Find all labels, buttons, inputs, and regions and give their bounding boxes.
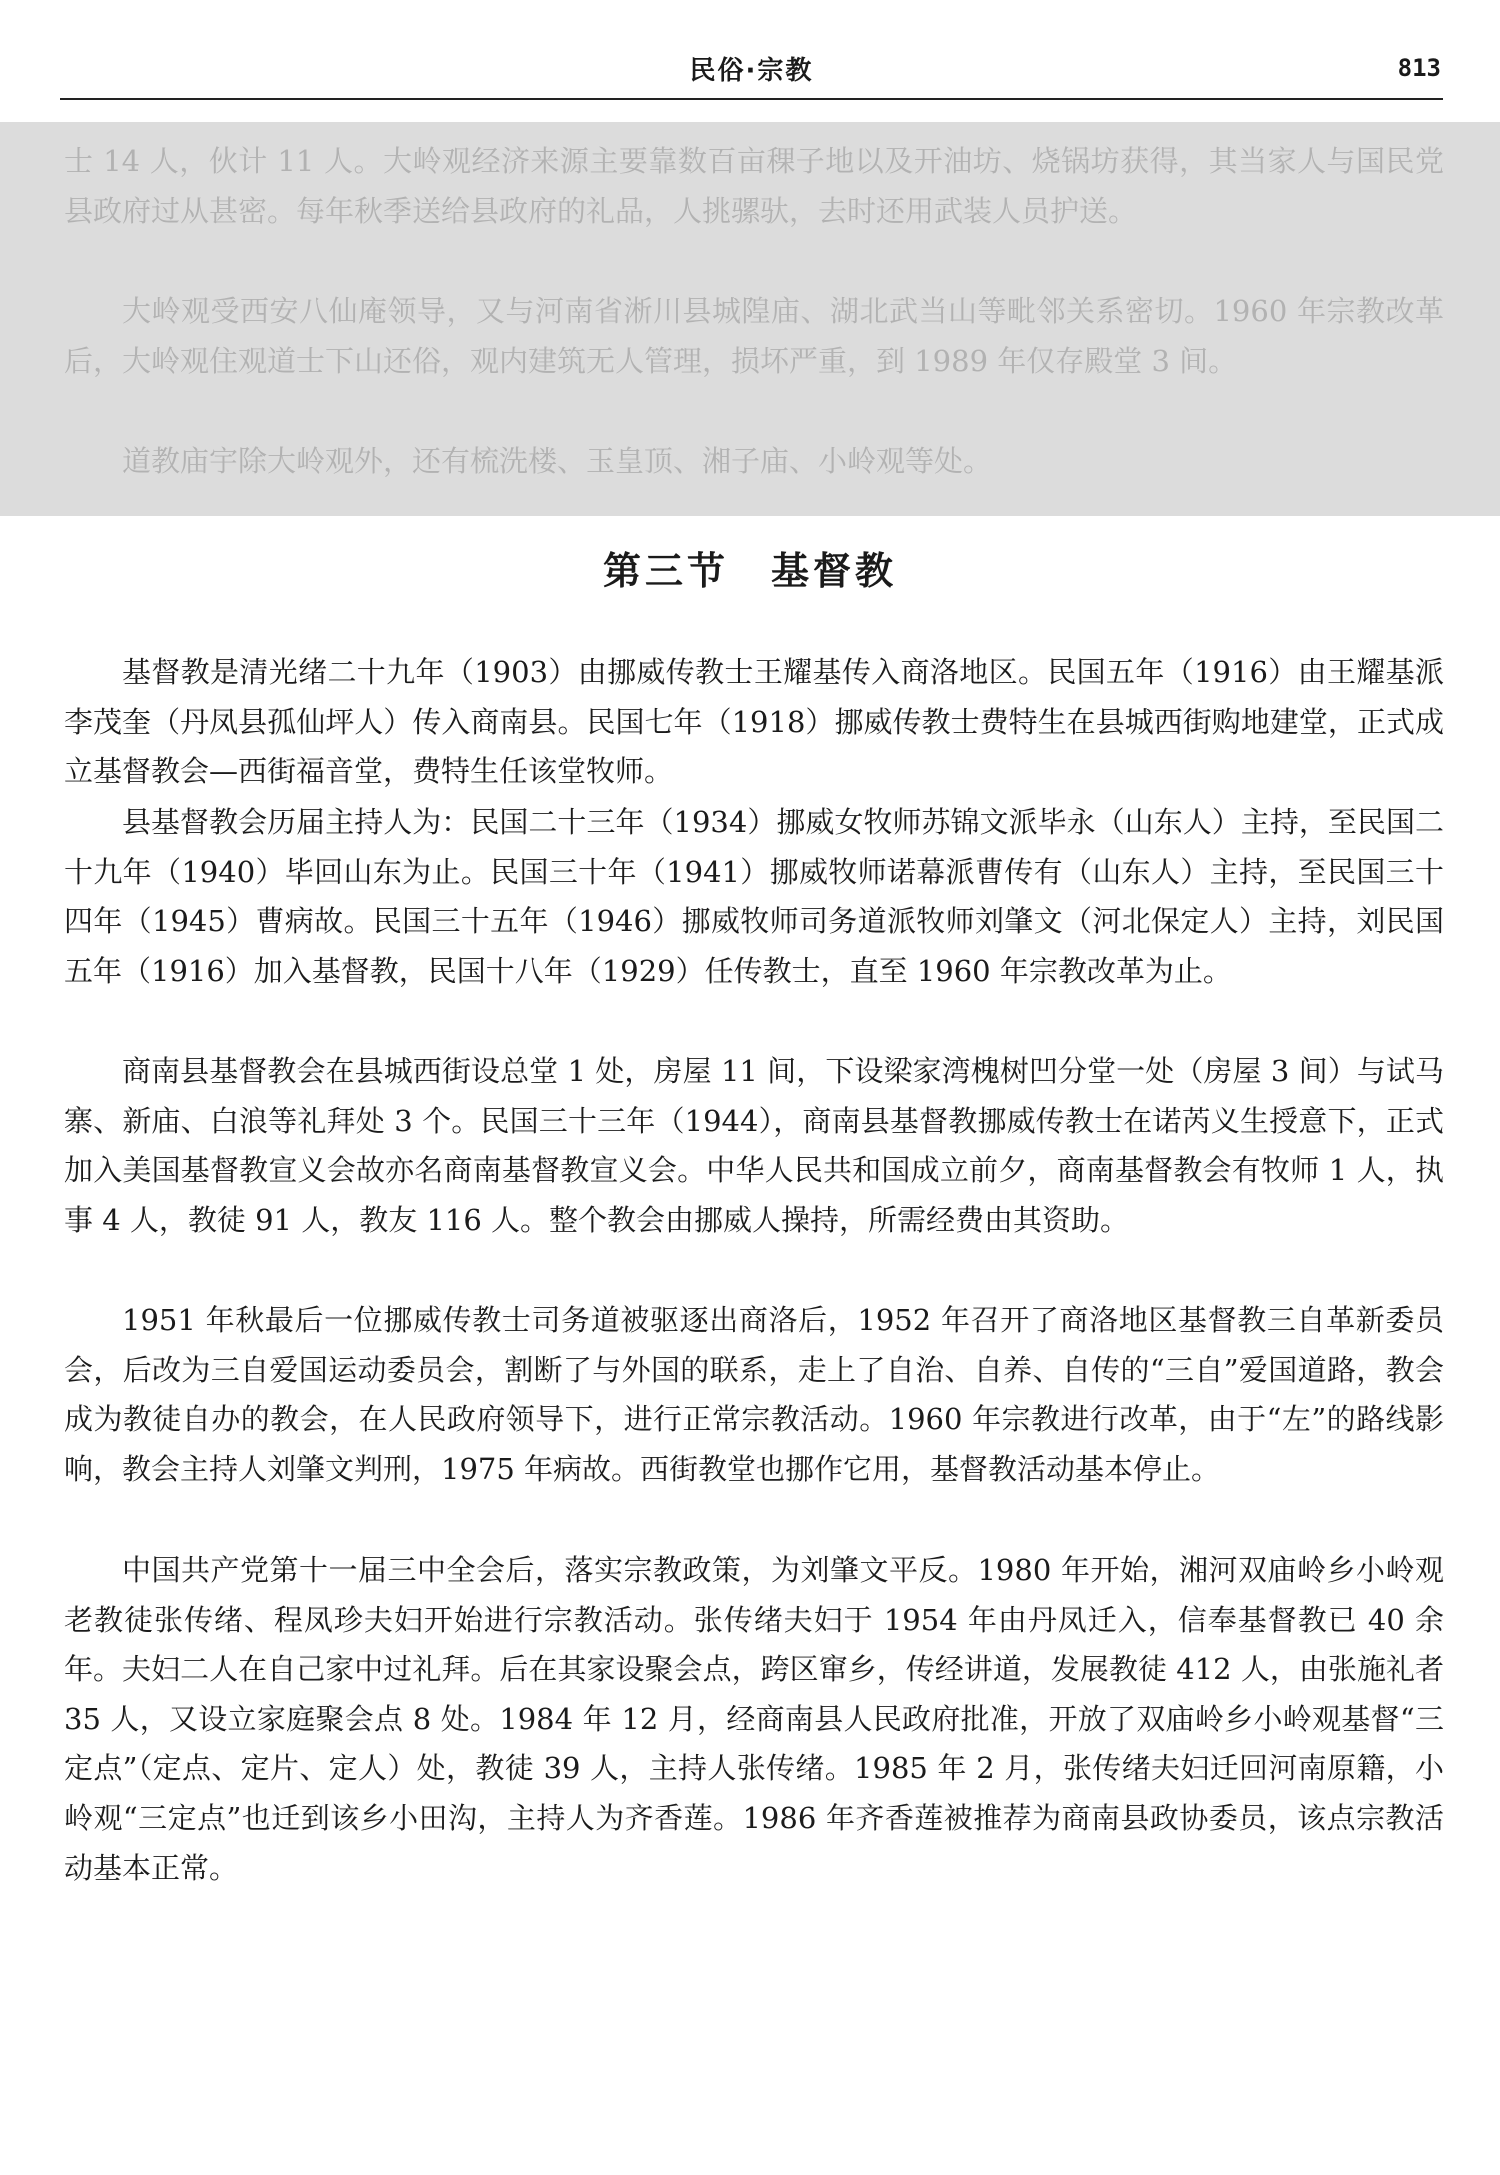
page-header [60, 38, 1443, 100]
body-paragraph: 中国共产党第十一届三中全会后，落实宗教政策，为刘肇文平反。1980 年开始，湘河双庙岭乡小岭观老教徒张传绪、程凤珍夫妇开始进行宗教活动。张传绪夫妇于 1954 年由丹凤迁入，信奉基督教已 40 余年。夫妇二人在自己家中过礼拜。后在其家设聚会点，跨区窜乡，传经讲道，发展教徒 412 人，由张施礼者 35 人，又设立家庭聚会点 8 处。1984 年 12 月，经商南县人民政府批准，开放了双庙岭乡小岭观基督“三定点”（定点、定片、定人）处，教徒 39 人，主持人张传绪。1985 年 2 月，张传绪夫妇迁回河南原籍，小岭观“三定点”也迁到该乡小田沟，主持人为齐香莲。1986 年齐香莲被推荐为商南县政协委员，该点宗教活动基本正常。 [64, 1553, 1444, 1885]
body-paragraph: 县基督教会历届主持人为：民国二十三年（1934）挪威女牧师苏锦文派毕永（山东人）主持，至民国二十九年（1940）毕回山东为止。民国三十年（1941）挪威牧师诺幕派曹传有（山东人）主持，至民国三十四年（1945）曹病故。民国三十五年（1946）挪威牧师司务道派牧师刘肇文（河北保定人）主持，刘民国五年（1916）加入基督教，民国十八年（1929）任传教士，直至 1960 年宗教改革为止。 [64, 805, 1444, 988]
highlighted-excerpt [0, 122, 1500, 516]
highlighted-paragraph: 大岭观受西安八仙庵领导，又与河南省淅川县城隍庙、湖北武当山等毗邻关系密切。1960 年宗教改革后，大岭观住观道士下山还俗，观内建筑无人管理，损坏严重，到 1989 年仅存殿堂 3 间。 [64, 294, 1444, 378]
body-paragraph: 基督教是清光绪二十九年（1903）由挪威传教士王耀基传入商洛地区。民国五年（1916）由王耀基派李茂奎（丹凤县孤仙坪人）传入商南县。民国七年（1918）挪威传教士费特生在县城西街购地建堂，正式成立基督教会—西街福音堂，费特生任该堂牧师。 [64, 655, 1444, 789]
page-number: 813 [1397, 54, 1441, 82]
running-title: 民俗·宗教 [689, 56, 814, 86]
highlighted-paragraph: 道教庙宇除大岭观外，还有梳洗楼、玉皇顶、湘子庙、小岭观等处。 [122, 444, 993, 478]
body-paragraph: 1951 年秋最后一位挪威传教士司务道被驱逐出商洛后，1952 年召开了商洛地区基督教三自革新委员会，后改为三自爱国运动委员会，割断了与外国的联系，走上了自治、自养、自传的“三自”爱国道路，教会成为教徒自办的教会，在人民政府领导下，进行正常宗教活动。1960 年宗教进行改革，由于“左”的路线影响，教会主持人刘肇文判刑，1975 年病故。西街教堂也挪作它用，基督教活动基本停止。 [64, 1303, 1444, 1486]
highlighted-paragraph: 士 14 人，伙计 11 人。大岭观经济来源主要靠数百亩稞子地以及开油坊、烧锅坊获得，其当家人与国民党县政府过从甚密。每年秋季送给县政府的礼品，人挑骡驮，去时还用武装人员护送。 [64, 144, 1444, 228]
body-paragraph: 商南县基督教会在县城西街设总堂 1 处，房屋 11 间，下设梁家湾槐树凹分堂一处（房屋 3 间）与试马寨、新庙、白浪等礼拜处 3 个。民国三十三年（1944），商南县基督教挪威传教士在诺芮义生授意下，正式加入美国基督教宣义会故亦名商南基督教宣义会。中华人民共和国成立前夕，商南基督教会有牧师 1 人，执事 4 人，教徒 91 人，教友 116 人。整个教会由挪威人操持，所需经费由其资助。 [64, 1054, 1444, 1237]
section-heading: 第三节 基督教 [602, 549, 897, 593]
